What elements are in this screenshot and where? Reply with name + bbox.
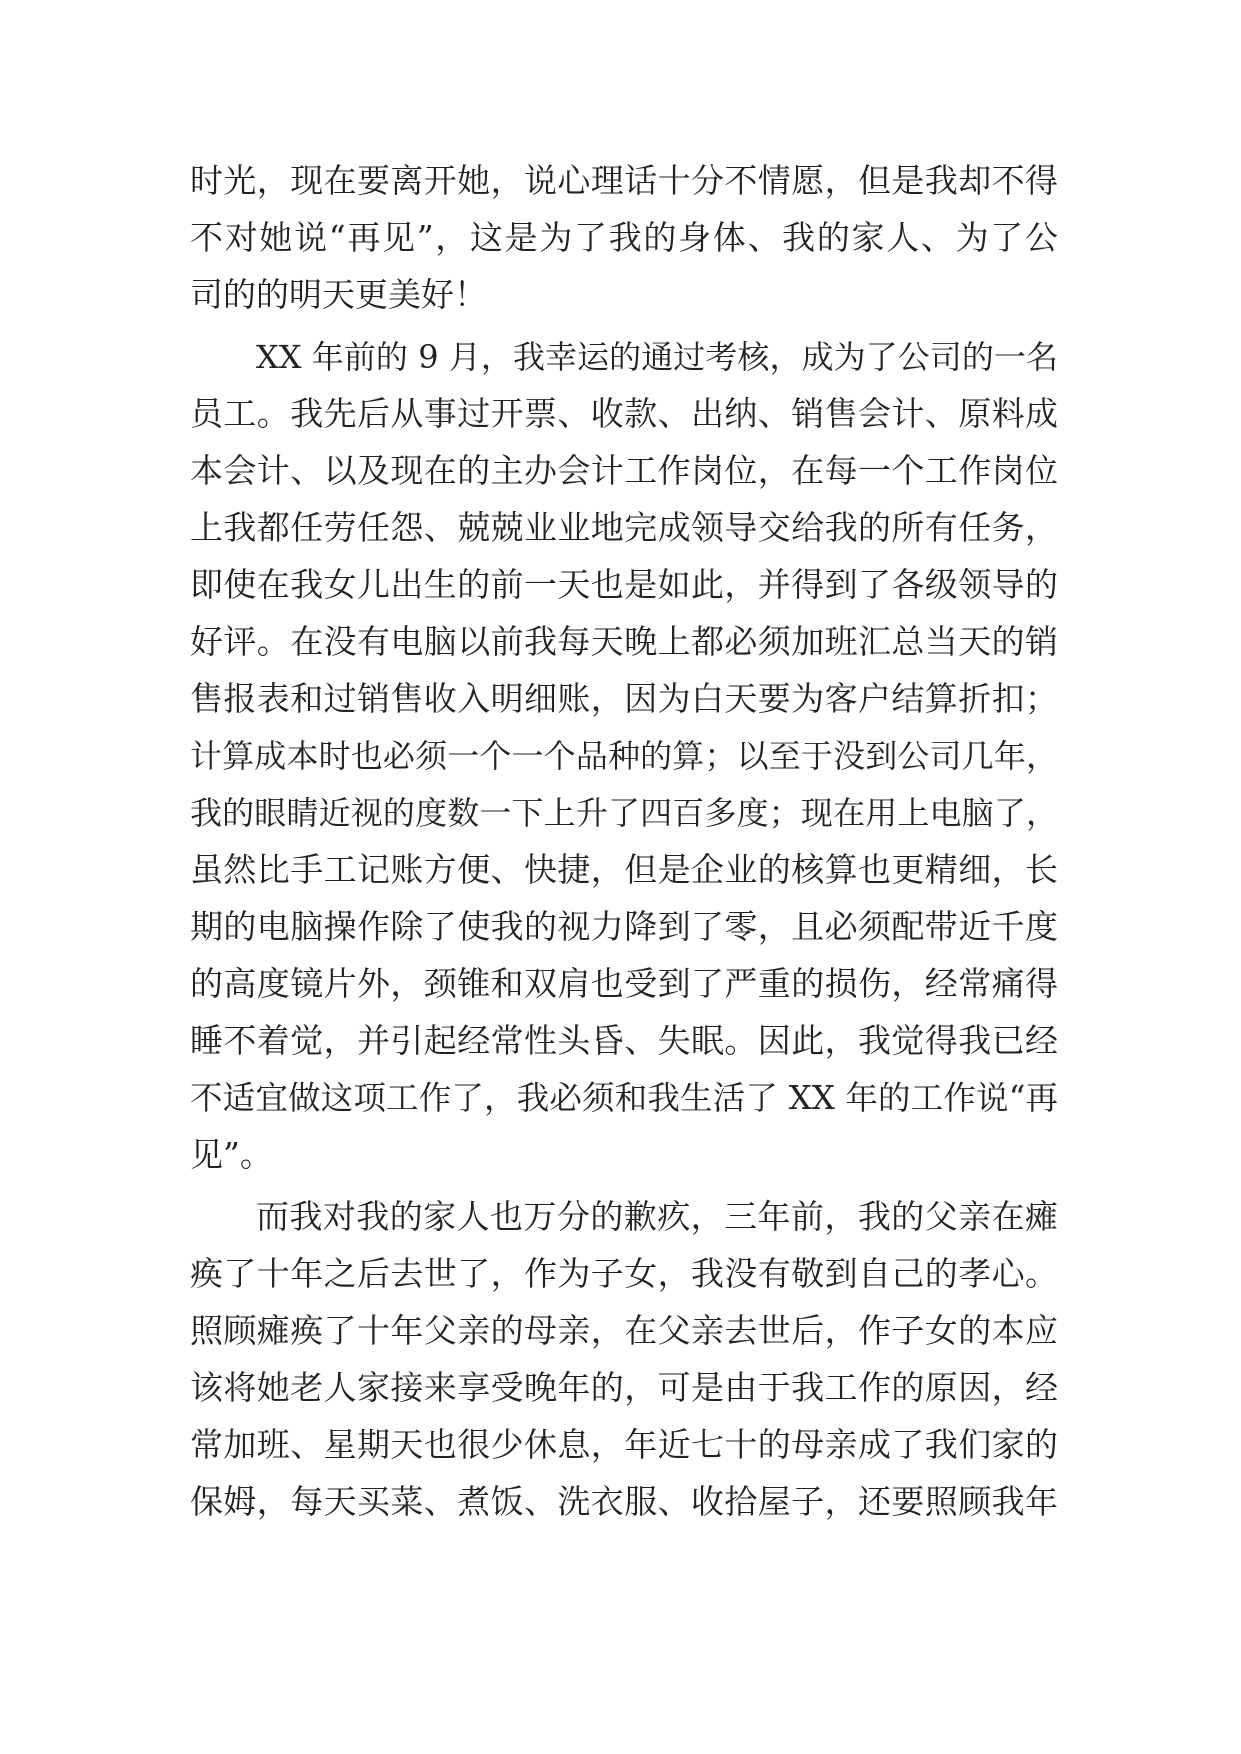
text-line: 痪了十年之后去世了，作为子女，我没有敬到自己的孝心。 — [190, 1254, 1058, 1293]
text-line: 售报表和过销售收入明细账，因为白天要为客户结算折扣； — [190, 679, 1058, 718]
text-line: 照顾瘫痪了十年父亲的母亲，在父亲去世后，作子女的本应 — [190, 1311, 1058, 1350]
text-line: 司的的明天更美好！ — [190, 275, 487, 314]
paragraph-first-line: 而我对我的家人也万分的歉疚，三年前，我的父亲在瘫 — [256, 1197, 1058, 1236]
text-line: 即使在我女儿出生的前一天也是如此，并得到了各级领导的 — [190, 565, 1058, 604]
text-line: 期的电脑操作除了使我的视力降到了零，且必须配带近千度 — [190, 907, 1058, 946]
text-line: 保姆，每天买菜、煮饭、洗衣服、收拾屋子，还要照顾我年 — [190, 1482, 1058, 1521]
text-line: 虽然比手工记账方便、快捷，但是企业的核算也更精细，长 — [190, 850, 1058, 889]
text-line: 不适宜做这项工作了，我必须和我生活了 XX 年的工作说“再 — [190, 1079, 1058, 1117]
text-line: 的高度镜片外，颈锥和双肩也受到了严重的损伤，经常痛得 — [190, 964, 1058, 1003]
text-line: 我的眼睛近视的度数一下上升了四百多度；现在用上电脑了， — [190, 794, 1058, 832]
text-line: 上我都任劳任怨、兢兢业业地完成领导交给我的所有任务， — [190, 508, 1058, 547]
paragraph-first-line: XX 年前的 9 月，我幸运的通过考核，成为了公司的一名 — [256, 338, 1058, 376]
text-line: 员工。我先后从事过开票、收款、出纳、销售会计、原料成 — [190, 394, 1058, 433]
text-line: 好评。在没有电脑以前我每天晚上都必须加班汇总当天的销 — [190, 622, 1058, 661]
text-line: 本会计、以及现在的主办会计工作岗位，在每一个工作岗位 — [190, 451, 1058, 490]
text-line: 该将她老人家接来享受晚年的，可是由于我工作的原因，经 — [190, 1368, 1058, 1407]
text-line: 常加班、星期天也很少休息，年近七十的母亲成了我们家的 — [190, 1425, 1058, 1464]
text-line: 时光，现在要离开她，说心理话十分不情愿，但是我却不得 — [190, 161, 1058, 200]
text-line: 见”。 — [190, 1135, 273, 1174]
text-line: 计算成本时也必须一个一个品种的算；以至于没到公司几年， — [190, 737, 1058, 775]
text-line: 不对她说“再见”，这是为了我的身体、我的家人、为了公 — [190, 218, 1058, 257]
text-line: 睡不着觉，并引起经常性头昏、失眠。因此，我觉得我已经 — [190, 1021, 1058, 1060]
